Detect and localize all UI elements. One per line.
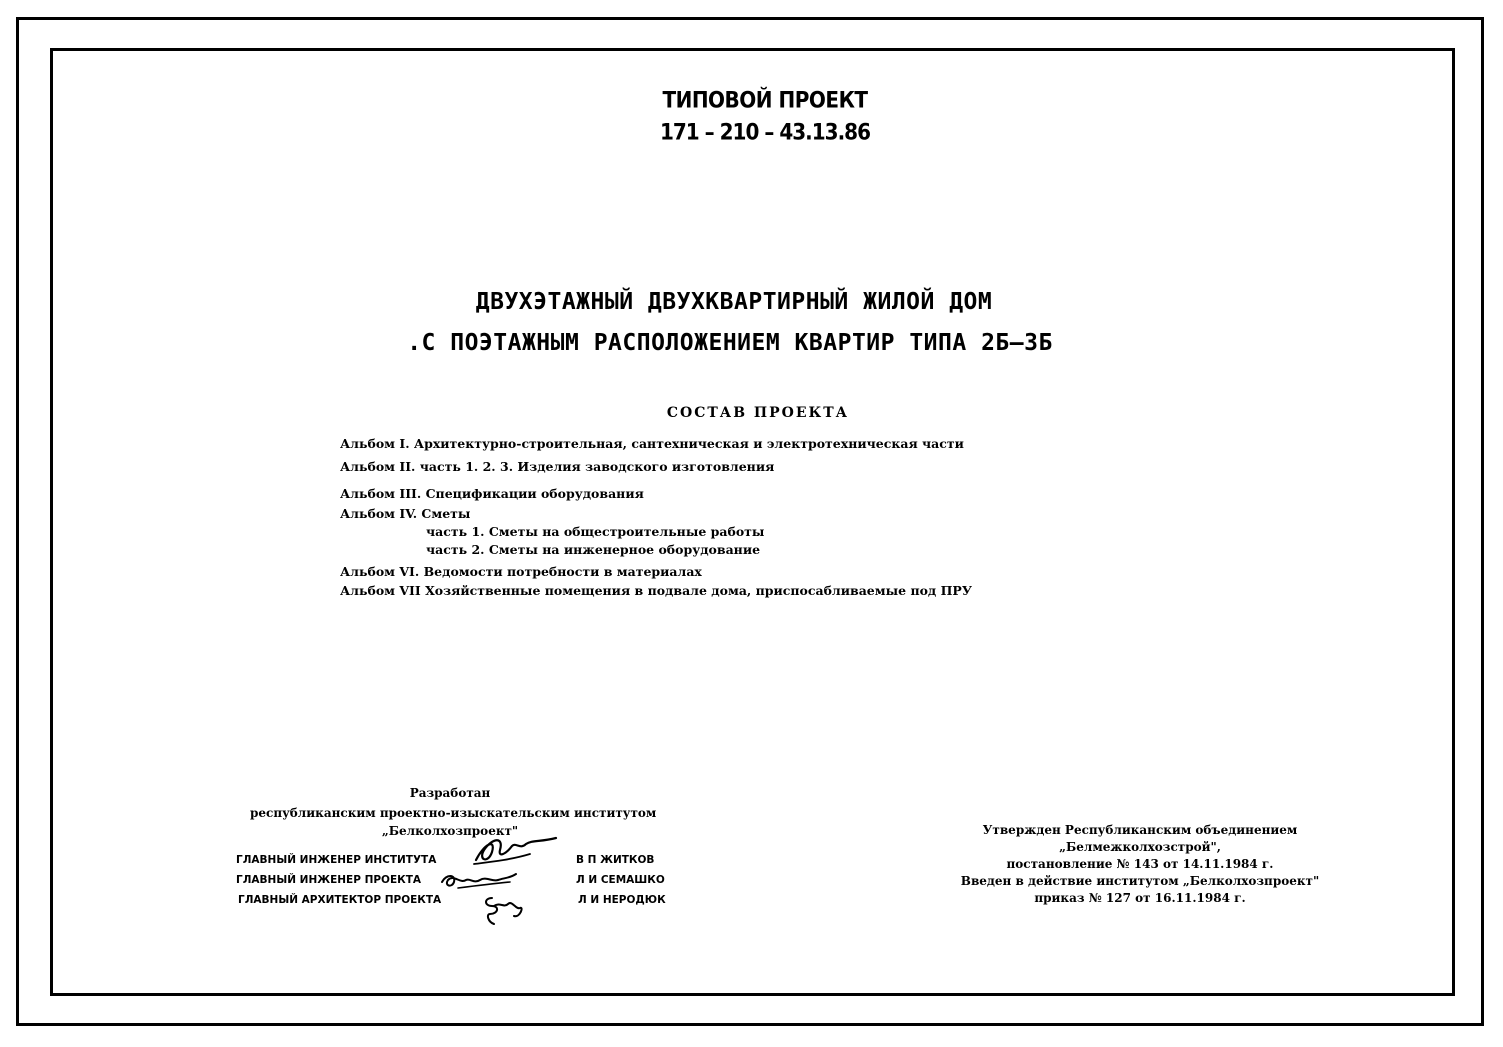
document-title-line-2: .С ПОЭТАЖНЫМ РАСПОЛОЖЕНИЕМ КВАРТИР ТИПА 2Б—3Б	[407, 330, 1053, 356]
signature-chief-engineer-institute	[470, 830, 562, 870]
album-item: Альбом II. часть 1. 2. 3. Изделия заводского изготовления	[340, 459, 775, 474]
project-code: 171 – 210 – 43.13.86	[659, 118, 871, 146]
approval-line: Утвержден Республиканским объединением	[982, 823, 1298, 837]
staff-name: В П ЖИТКОВ	[576, 854, 655, 866]
staff-role: ГЛАВНЫЙ ИНЖЕНЕР ПРОЕКТА	[236, 874, 422, 886]
developer-caption: Разработан	[409, 786, 491, 800]
staff-name: Л И СЕМАШКО	[576, 874, 665, 886]
approval-block	[930, 822, 1350, 907]
album-subitem: часть 1. Сметы на общестроительные работы	[426, 524, 765, 539]
project-label: ТИПОВОЙ ПРОЕКТ	[662, 86, 868, 114]
album-item: Альбом VII Хозяйственные помещения в подвале дома, приспосабливаемые под ПРУ	[340, 583, 972, 598]
staff-role: ГЛАВНЫЙ ИНЖЕНЕР ИНСТИТУТА	[236, 854, 437, 866]
staff-row	[236, 854, 655, 866]
album-item: Альбом VI. Ведомости потребности в материалах	[340, 564, 702, 579]
album-subitem: часть 2. Сметы на инженерное оборудование	[426, 542, 761, 557]
developer-institute: республиканским проектно-изыскательским институтом	[250, 806, 657, 820]
composition-heading: СОСТАВ ПРОЕКТА	[666, 405, 850, 421]
signature-chief-architect	[480, 892, 526, 928]
document-title-line-1: ДВУХЭТАЖНЫЙ ДВУХКВАРТИРНЫЙ ЖИЛОЙ ДОМ	[475, 289, 993, 315]
approval-line: постановление № 143 от 14.11.1984 г.	[1006, 857, 1274, 871]
staff-name: Л И НЕРОДЮК	[578, 894, 666, 906]
approval-line: Введен в действие институтом „Белколхозпроект"	[960, 874, 1320, 888]
developer-institute-name: „Белколхозпроект"	[381, 824, 519, 838]
signature-chief-engineer-project	[438, 870, 520, 892]
staff-row	[236, 874, 665, 886]
album-item: Альбом IV. Сметы	[340, 506, 471, 521]
staff-row	[238, 894, 666, 906]
staff-role: ГЛАВНЫЙ АРХИТЕКТОР ПРОЕКТА	[238, 894, 442, 906]
album-item: Альбом III. Спецификации оборудования	[340, 486, 644, 501]
album-item: Альбом I. Архитектурно-строительная, сантехническая и электротехническая части	[340, 436, 964, 451]
approval-line: приказ № 127 от 16.11.1984 г.	[1034, 891, 1246, 905]
approval-line: „Белмежколхозстрой",	[1059, 840, 1221, 854]
